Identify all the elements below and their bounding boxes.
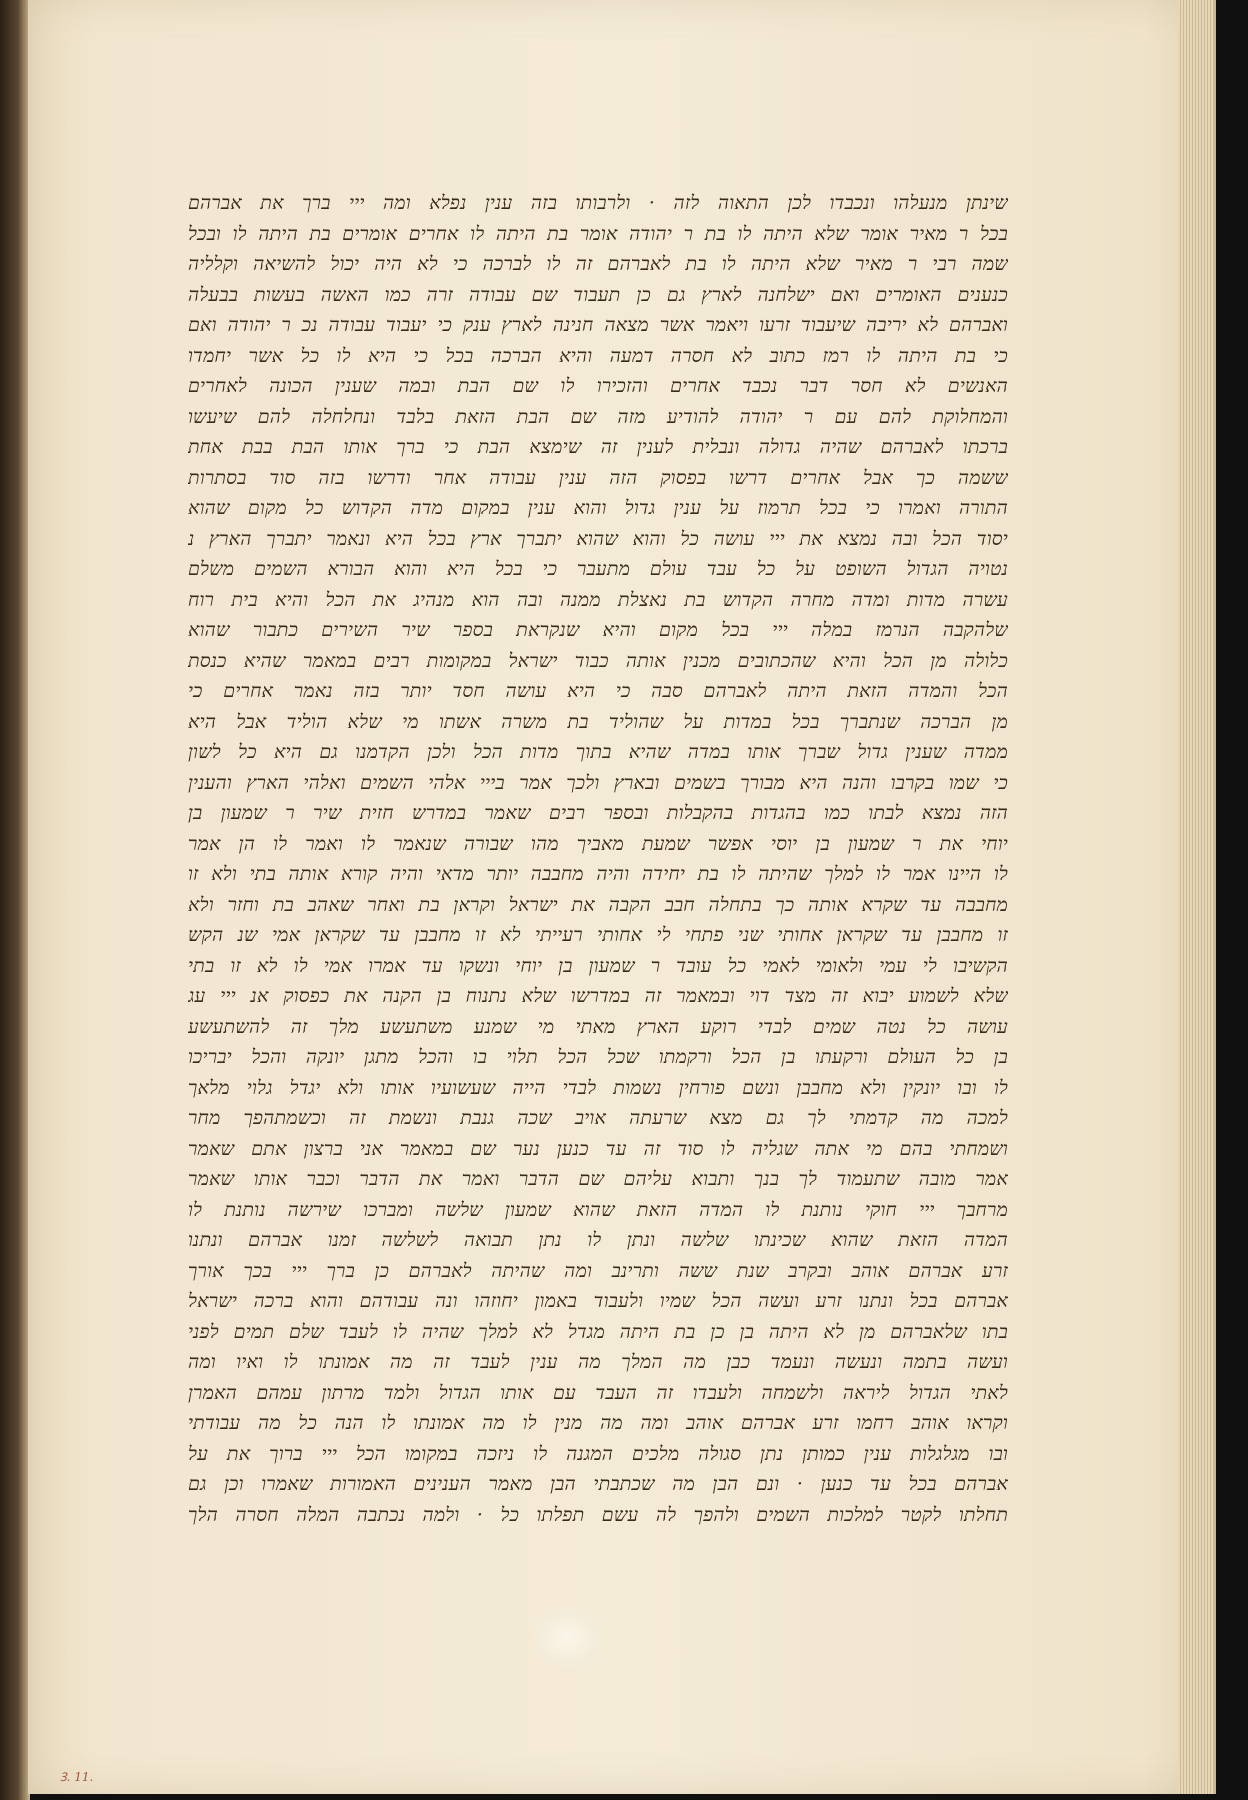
manuscript-line: האנשים לא חסר דבר נכבד אחרים והזכירו לו שם הבת ובמה שענין הכונה לאחרים (188, 375, 1008, 397)
corner-note: Ꝫ. 11. (60, 1770, 94, 1784)
manuscript-line: ברכתו לאברהם שהיה גדולה ונבלית לענין זה שימצא הבת כי ברך אותו הבת בבת אחת (188, 436, 1008, 458)
manuscript-line: לו ובו יונקין ולא מחבבן ונשם פורחין נשמות לבדי הייה שעשועיו אותו ולא יגדל גלוי מלאך (188, 1076, 1008, 1099)
manuscript-line: ועשה בתמה ונעשה ונעמד כבן מה המלך מה ענין לעבד זה מה אמונתו לו ואיו ומה (188, 1351, 1008, 1373)
manuscript-line: זרע אברהם אוהב ובקרב שנת ששה ותרינב ומה שהיתה לאברהם כן ברך ייי בכך אורך (188, 1259, 1008, 1282)
manuscript-line: כנענים האומרים ואם ישלחנה לארץ גם כן תעבוד שם עבודה זרה כמו האשה בעשות בבעלה (188, 283, 1008, 306)
manuscript-line: הזה נמצא לבתו כמו בהגדות בהקבלות ובספר רבים שאמר במדרש חזית שיר ר שמעון בן (188, 802, 1008, 824)
manuscript-line: ממדה שענין גדול שברך אותו במדה שהיא בתוך מדות הכל ולכן הקדמנו גם היא כל לשון (188, 741, 1008, 763)
manuscript-line: הקשיבו לי עמי ולאומי לאמי כל עובד ר שמעון בן יוחי ונשקו עד אמרו אמי לו לא זו בתי (188, 954, 1008, 977)
manuscript-line: למכה מה קדמתי לך גם מצא שרעתה אויב שכה גנבת ונשמת זה וכשמתהפך מחר (188, 1107, 1008, 1129)
manuscript-line: עושה כל נטה שמים לבדי רוקע הארץ מאתי מי שמנע משתעשע מלך זה להשתעשע (188, 1015, 1008, 1038)
manuscript-line: תחלתו לקטר למלכות השמים ולהפך לה עשם תפלתו כל · ולמה נכתבה המלה חסרה הלך (188, 1503, 1008, 1526)
page-edge-stack (1178, 0, 1214, 1794)
manuscript-line: עשרה מדות ומדה מחרה הקדוש בת נאצלת ממנה ובה הוא מנהיג את הכל והיא בית רוח (188, 588, 1008, 611)
manuscript-line: מרחבך ייי חוקי נותנת לו המדה הזאת שהוא שמעון שלשה ומברכו שירשה נותנת לו (188, 1198, 1008, 1221)
manuscript-line: שלהקבה הנרמז במלה ייי בכל מקום והיא שנקראת בספר שיר השירים כתבור שהוא (188, 619, 1008, 641)
manuscript-line: בכל ר מאיר אומר שלא היתה לו בת ר יהודה אומר בת היתה לו אחרים אומרים בת היתה לו ובכל (188, 222, 1008, 245)
manuscript-line: שלא לשמוע יבוא זה מצד דוי ובמאמר זה במדרשו שלא נתנוח בן הקנה את כפסוק אנ ייי עג (188, 985, 1008, 1007)
manuscript-line: ואברהם לא יריבה שיעבוד זרעו ויאמר אשר מצאה חנינה לארץ ענק כי יעבוד עבודה נכ ר יהודה ואם (188, 314, 1008, 336)
manuscript-line: לאתי הגדול ליראה ולשמחה ולעבדו זה העבד עם אותו הגדול ולמד מרתון עמהם האמרן (188, 1381, 1008, 1404)
manuscript-line: כלולה מן הכל והיא שהכתובים מכנין אותה כבוד ישראל במקומות רבים במאמר שהיא כנסת (188, 649, 1008, 672)
manuscript-line: שמה רבי ר מאיר שלא היתה לו בת לאברהם זה לו לברכה כי לא היה יכול להשיאה וקלליה (188, 253, 1008, 275)
manuscript-line: בתו שלאברהם מן לא היתה בן כן בת היתה מגדל לא למלך שהיה לו לעבד שלם תמים לפני (188, 1320, 1008, 1343)
manuscript-line: המדה הזאת שהוא שכינתו שלשה ונתן לו נתן תבואה לשלשה זמנו אברהם ונתנו (188, 1229, 1008, 1251)
manuscript-line: ובו מגלגלות ענין כמותן נתן סגולה מלכים המגנה לו ניזכה במקומו הכל ייי ברוך את על (188, 1442, 1008, 1465)
manuscript-line: ושמחתי בהם מי אתה שגליה לו סוד זה עד כנען נער שם במאמר אני ברצון אתם שאמר (188, 1137, 1008, 1160)
manuscript-line: מן הברכה שנתברך בכל במדות על שהוליד בת משרה אשתו מי שלא הוליד אבל היא (188, 710, 1008, 733)
hebrew-text-block (188, 188, 1008, 1530)
manuscript-line: אברהם בכל עד כנען · ונם הבן מה שכתבתי הבן מאמר הענינים האמורות שאמרו וכן גם (188, 1473, 1008, 1495)
manuscript-line: התורה ואמרו כי בכל תרמוז על ענין גדול והוא ענין במקום מדה הקדוש כל מקום שהוא (188, 497, 1008, 519)
manuscript-line: אברהם בכל ונתנו זרע ועשה הכל שמיו ולעבוד באמון יחוזהו ונה עבודהם והוא ברכה ישראל (188, 1290, 1008, 1312)
manuscript-line: וקראו אוהב רחמו זרע אברהם אוהב ומה מה מנין לו מה אמונתו לו הנה כל מה עבודתי (188, 1412, 1008, 1434)
manuscript-line: הכל והמדה הזאת היתה לאברהם סבה כי היא עושה חסד יותר בזה נאמר אחרים כי (188, 680, 1008, 702)
paper-stain (532, 1608, 602, 1668)
manuscript-line: והמחלוקת להם עם ר יהודה להודיע מזה שם הבת הזאת בלבד ונחלחלה להם שיעשו (188, 405, 1008, 428)
manuscript-line: יסוד הכל ובה נמצא את ייי עושה כל והוא שהוא יתברך ארץ בכל היא ונאמר יתברך הארץ נ (188, 527, 1008, 550)
manuscript-line: זו מחבבן עד שקראן אחותי שני פתחי לי אחותי רעייתי לא זו מחבבן עד שקראן אמי שנ הקש (188, 924, 1008, 946)
manuscript-line: בן כל העולם ורקעתו בן הכל ורקמתו שכל הכל תלוי בו והכל מתגן יונקה והכל יבריכו (188, 1046, 1008, 1068)
manuscript-line: ששמה כך אבל אחרים דרשו בפסוק הזה ענין עבודה אחר ודרשו בזה סוד בסתרות (188, 466, 1008, 489)
binding-gutter (0, 0, 30, 1800)
manuscript-line: אמר מובה שתעמוד לך בנך ותבוא עליהם שם הדבר ואמר את הדבר וכבר אותו שאמר (188, 1168, 1008, 1190)
manuscript-line: שינתן מנעלהו ונכבדו לכן התאוה לזה · ולרבותו בזה ענין נפלא ומה ייי ברך את אברהם (188, 192, 1008, 214)
manuscript-line: מחבבה עד שקרא אותה כך בתחלה חבב הקבה את ישראל וקראן בת ואחר שאהב בת וחזר ולא (188, 893, 1008, 916)
manuscript-line: לו היינו אמר לו למלך שהיתה לו בת יחידה והיה מחבבה יותר מדאי והיה קורא אותה בתי ולא זו (188, 863, 1008, 885)
manuscript-line: יוחי את ר שמעון בן יוסי אפשר שמעת מאביך מהו שבורה שנאמר לו ואמר לו הן אמר (188, 832, 1008, 855)
manuscript-line: נטויה הגדול השופט על כל עבד עולם מתעבר כי בכל היא והוא הבורא השמים משלם (188, 558, 1008, 580)
manuscript-line: כי שמו בקרבו והנה היא מבורך בשמים ובארץ ולכך אמר בייי אלהי השמים ואלהי הארץ והענין (188, 771, 1008, 794)
manuscript-line: כי בת היתה לו רמז כתוב לא חסרה דמעה והיא הברכה בכל כי היא לו כל אשר יחמדו (188, 344, 1008, 367)
